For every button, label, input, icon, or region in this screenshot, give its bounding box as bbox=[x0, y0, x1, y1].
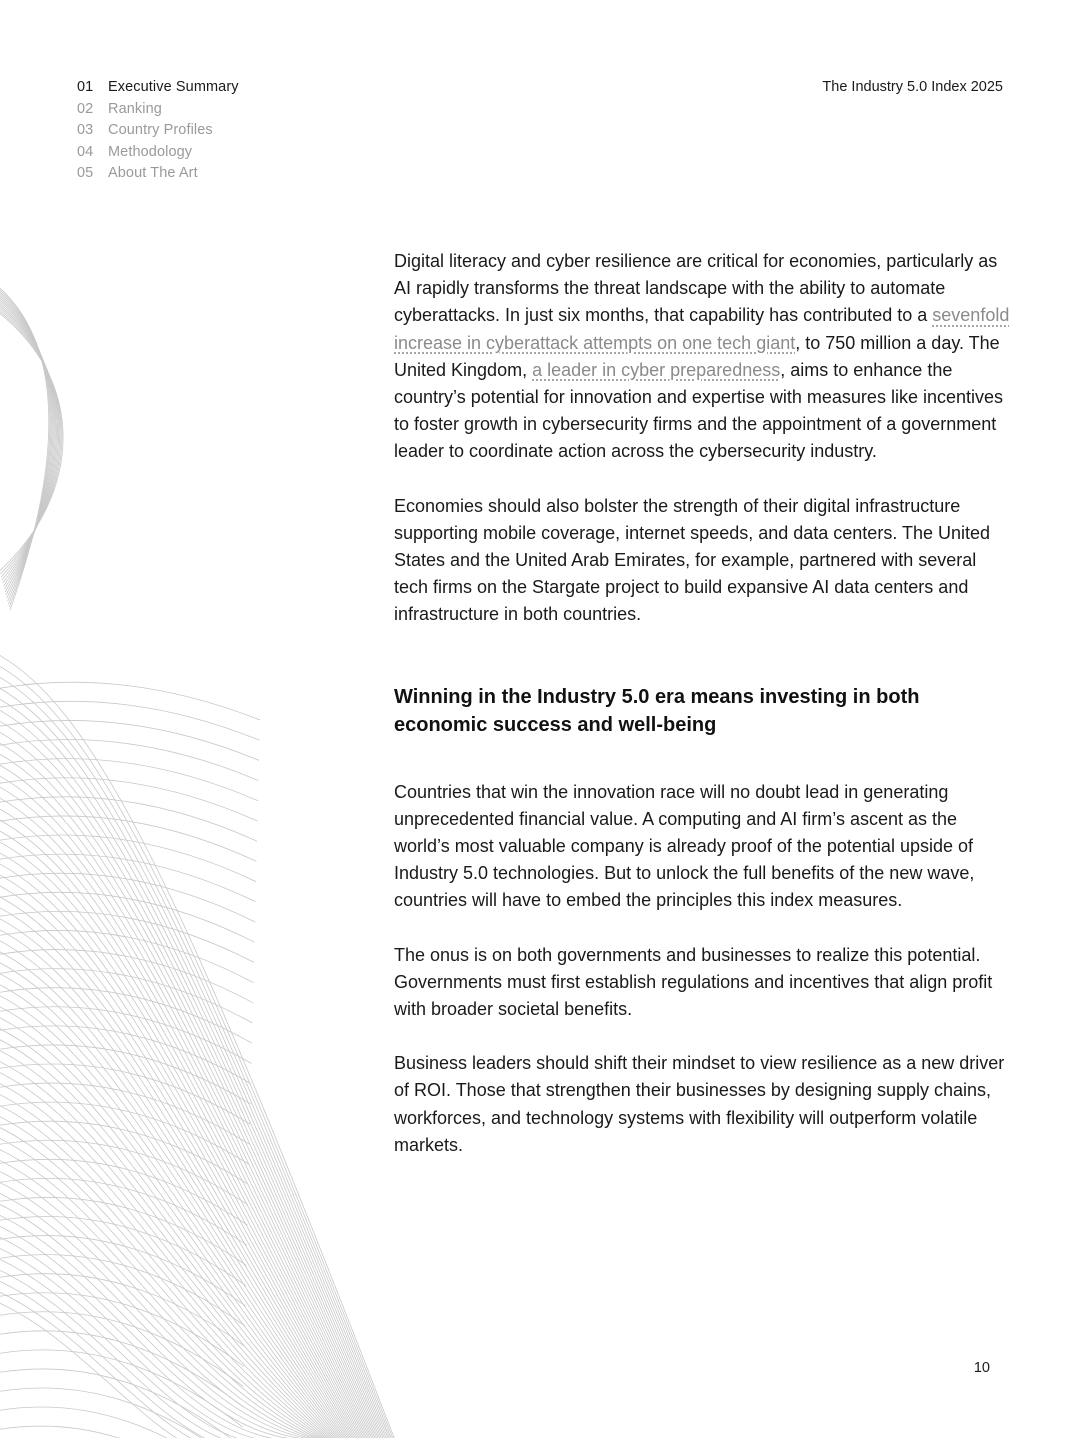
toc-number: 04 bbox=[77, 143, 94, 160]
toc-item-ranking[interactable] bbox=[77, 99, 239, 121]
section-heading: Winning in the Industry 5.0 era means investing in both economic success and well-being bbox=[394, 685, 920, 736]
link-cyber-preparedness[interactable]: a leader in cyber preparedness bbox=[532, 359, 781, 380]
toc-label: Ranking bbox=[108, 100, 162, 117]
paragraph-text: Digital literacy and cyber resilience are critical for economies, particularly as AI rapidly transforms the threat landscape with the ability to automate cyberattacks. In just six months, that capability has contributed to a bbox=[394, 251, 998, 326]
paragraph-governments: The onus is on both governments and businesses to realize this potential. Governments must first establish regulations and incentives that align profit with broader societal benefits. bbox=[394, 944, 993, 1020]
toc-item-country-profiles[interactable] bbox=[77, 120, 239, 142]
link-sevenfold-increase[interactable]: sevenfold increase in cyberattack attempts on one tech giant bbox=[394, 305, 1010, 353]
toc-item-methodology[interactable] bbox=[77, 142, 239, 164]
toc-label: About The Art bbox=[108, 165, 198, 181]
page-number: 10 bbox=[973, 1360, 990, 1376]
paragraph-innovation-race: Countries that win the innovation race will no doubt lead in generating unprecedented financial value. A computing and AI firm’s ascent as the world’s most valuable company is already proof of the potential upside of Industry 5.0 technologies. But to unlock the full benefits of the new wave, countries will have to embed the principles this index measures. bbox=[394, 781, 975, 911]
paragraph-cyber-resilience bbox=[394, 248, 1014, 466]
toc-item-about-the-art[interactable] bbox=[77, 163, 239, 185]
toc-number: 03 bbox=[77, 122, 94, 138]
paragraph-text: , aims to enhance the country’s potential for innovation and expertise with measures like incentives to foster growth in cybersecurity firms and the appointment of a government leader to coordinate action across the cybersecurity industry. bbox=[394, 359, 1003, 462]
paragraph-business-leaders: Business leaders should shift their mindset to view resilience as a new driver of ROI. Those that strengthen their businesses by designing supply chains, workforces, and technology systems with flexibility will outperform volatile markets. bbox=[394, 1053, 1005, 1155]
paragraph-digital-infrastructure: Economies should also bolster the strength of their digital infrastructure supporting mobile coverage, internet speeds, and data centers. The United States and the United Arab Emirates, for example, partnered with several tech firms on the Stargate project to build expansive AI data centers and infrastructure in both countries. bbox=[394, 495, 991, 625]
table-of-contents bbox=[77, 77, 239, 185]
paragraph-text: , to 750 million a day. The United Kingdom, bbox=[394, 332, 1000, 380]
toc-label: Country Profiles bbox=[108, 122, 213, 138]
toc-item-executive-summary[interactable] bbox=[77, 77, 239, 99]
toc-label: Methodology bbox=[108, 143, 193, 160]
toc-number: 05 bbox=[77, 165, 94, 181]
toc-number: 01 bbox=[77, 79, 94, 95]
document-title: The Industry 5.0 Index 2025 bbox=[822, 79, 1003, 95]
toc-number: 02 bbox=[77, 100, 94, 117]
main-content bbox=[394, 248, 1014, 1186]
toc-label: Executive Summary bbox=[108, 79, 239, 95]
